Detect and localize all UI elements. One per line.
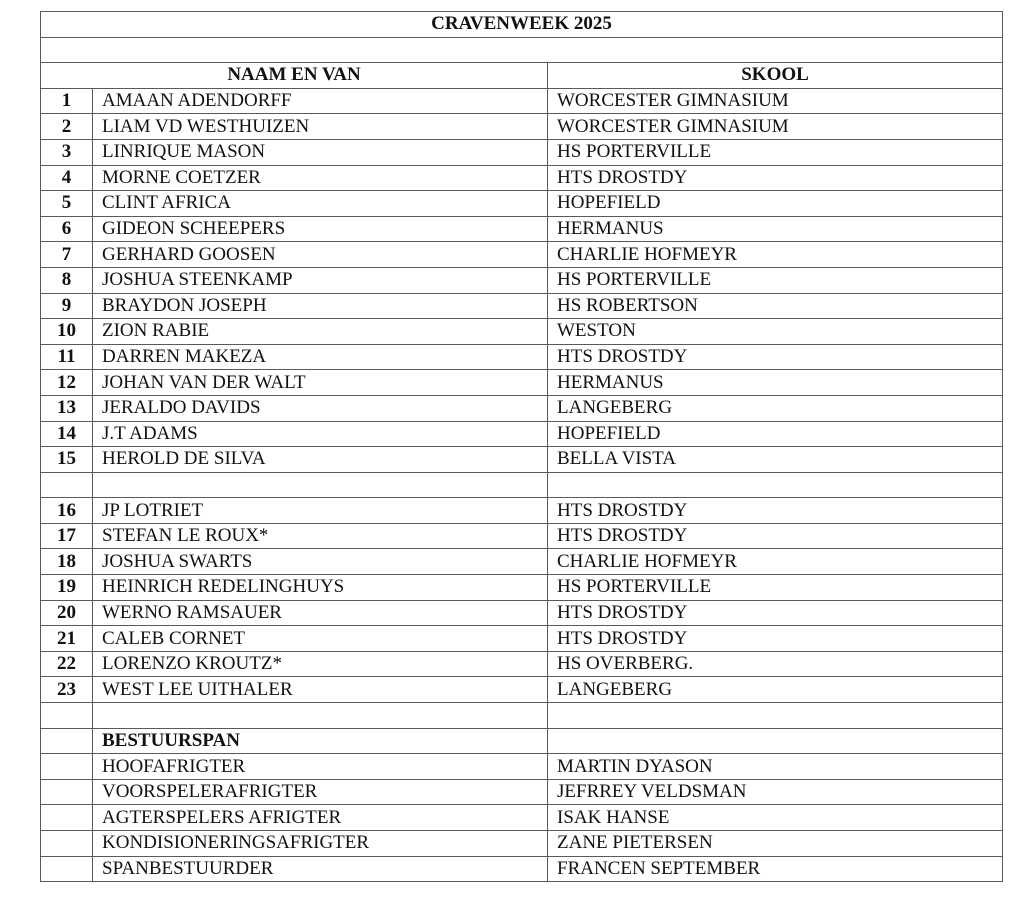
player-row: [41, 165, 1003, 191]
player-number: 20: [41, 600, 93, 626]
spacer-cell: [41, 728, 93, 754]
player-name: JOHAN VAN DER WALT: [93, 370, 548, 396]
player-school: CHARLIE HOFMEYR: [548, 549, 1003, 575]
spacer-cell: [548, 703, 1003, 729]
staff-person: JEFRREY VELDSMAN: [548, 779, 1003, 805]
player-school: HTS DROSTDY: [548, 523, 1003, 549]
player-school: HTS DROSTDY: [548, 600, 1003, 626]
player-name: GERHARD GOOSEN: [93, 242, 548, 268]
player-name: ZION RABIE: [93, 319, 548, 345]
player-name: MORNE COETZER: [93, 165, 548, 191]
roster-table: [40, 11, 1003, 882]
staff-person: ZANE PIETERSEN: [548, 831, 1003, 857]
player-school: WORCESTER GIMNASIUM: [548, 88, 1003, 114]
player-name: LORENZO KROUTZ*: [93, 651, 548, 677]
player-number: 5: [41, 191, 93, 217]
player-school: HS PORTERVILLE: [548, 139, 1003, 165]
player-row: [41, 139, 1003, 165]
staff-person: FRANCEN SEPTEMBER: [548, 856, 1003, 882]
player-number: 21: [41, 626, 93, 652]
player-row: [41, 549, 1003, 575]
spacer-cell: [41, 703, 93, 729]
roster-document: [40, 11, 1002, 882]
spacer-cell: [41, 779, 93, 805]
staff-role: VOORSPELERAFRIGTER: [93, 779, 548, 805]
player-name: STEFAN LE ROUX*: [93, 523, 548, 549]
player-number: 17: [41, 523, 93, 549]
document-title: CRAVENWEEK 2025: [41, 12, 1003, 38]
player-number: 3: [41, 139, 93, 165]
blank-cell: [41, 37, 1003, 63]
player-name: BRAYDON JOSEPH: [93, 293, 548, 319]
player-number: 16: [41, 498, 93, 524]
player-school: HERMANUS: [548, 370, 1003, 396]
staff-row: [41, 754, 1003, 780]
spacer-cell: [41, 856, 93, 882]
player-name: LINRIQUE MASON: [93, 139, 548, 165]
player-number: 9: [41, 293, 93, 319]
player-name: HEINRICH REDELINGHUYS: [93, 575, 548, 601]
player-school: HTS DROSTDY: [548, 498, 1003, 524]
player-name: WEST LEE UITHALER: [93, 677, 548, 703]
player-number: 2: [41, 114, 93, 140]
player-number: 8: [41, 267, 93, 293]
staff-row: [41, 779, 1003, 805]
school-column-header: SKOOL: [548, 63, 1003, 89]
player-number: 15: [41, 447, 93, 473]
player-row: [41, 395, 1003, 421]
player-row: [41, 344, 1003, 370]
staff-role: HOOFAFRIGTER: [93, 754, 548, 780]
player-number: 4: [41, 165, 93, 191]
player-number: 10: [41, 319, 93, 345]
player-row: [41, 498, 1003, 524]
player-school: WORCESTER GIMNASIUM: [548, 114, 1003, 140]
player-name: WERNO RAMSAUER: [93, 600, 548, 626]
player-name: JOSHUA STEENKAMP: [93, 267, 548, 293]
player-name: AMAAN ADENDORFF: [93, 88, 548, 114]
player-number: 1: [41, 88, 93, 114]
player-school: HTS DROSTDY: [548, 626, 1003, 652]
player-number: 12: [41, 370, 93, 396]
player-school: HOPEFIELD: [548, 191, 1003, 217]
player-row: [41, 523, 1003, 549]
player-name: LIAM VD WESTHUIZEN: [93, 114, 548, 140]
spacer-cell: [548, 728, 1003, 754]
player-row: [41, 421, 1003, 447]
spacer-cell: [41, 805, 93, 831]
player-row: [41, 447, 1003, 473]
player-number: 13: [41, 395, 93, 421]
player-name: JP LOTRIET: [93, 498, 548, 524]
player-school: CHARLIE HOFMEYR: [548, 242, 1003, 268]
player-number: 14: [41, 421, 93, 447]
name-column-header: NAAM EN VAN: [41, 63, 548, 89]
spacer-cell: [41, 754, 93, 780]
player-school: HERMANUS: [548, 216, 1003, 242]
player-name: CALEB CORNET: [93, 626, 548, 652]
player-school: HS PORTERVILLE: [548, 575, 1003, 601]
spacer-cell: [41, 472, 93, 498]
management-heading-row: [41, 728, 1003, 754]
player-row: [41, 626, 1003, 652]
staff-row: [41, 831, 1003, 857]
player-name: J.T ADAMS: [93, 421, 548, 447]
spacer-cell: [548, 472, 1003, 498]
player-school: HS PORTERVILLE: [548, 267, 1003, 293]
spacer-cell: [93, 703, 548, 729]
player-row: [41, 88, 1003, 114]
spacer-row: [41, 472, 1003, 498]
player-row: [41, 216, 1003, 242]
spacer-cell: [41, 831, 93, 857]
player-row: [41, 651, 1003, 677]
player-school: WESTON: [548, 319, 1003, 345]
player-school: HTS DROSTDY: [548, 344, 1003, 370]
player-row: [41, 575, 1003, 601]
title-row: [41, 12, 1003, 38]
blank-row: [41, 37, 1003, 63]
player-name: JERALDO DAVIDS: [93, 395, 548, 421]
player-row: [41, 293, 1003, 319]
staff-person: MARTIN DYASON: [548, 754, 1003, 780]
player-row: [41, 600, 1003, 626]
staff-row: [41, 805, 1003, 831]
player-row: [41, 319, 1003, 345]
staff-row: [41, 856, 1003, 882]
player-school: LANGEBERG: [548, 395, 1003, 421]
player-number: 22: [41, 651, 93, 677]
player-name: DARREN MAKEZA: [93, 344, 548, 370]
player-row: [41, 242, 1003, 268]
spacer-cell: [93, 472, 548, 498]
player-number: 23: [41, 677, 93, 703]
player-number: 7: [41, 242, 93, 268]
player-number: 6: [41, 216, 93, 242]
player-row: [41, 677, 1003, 703]
player-number: 19: [41, 575, 93, 601]
player-row: [41, 114, 1003, 140]
player-school: HS ROBERTSON: [548, 293, 1003, 319]
player-name: HEROLD DE SILVA: [93, 447, 548, 473]
player-school: HTS DROSTDY: [548, 165, 1003, 191]
player-name: GIDEON SCHEEPERS: [93, 216, 548, 242]
player-school: HS OVERBERG.: [548, 651, 1003, 677]
player-number: 11: [41, 344, 93, 370]
header-row: [41, 63, 1003, 89]
player-row: [41, 370, 1003, 396]
player-school: BELLA VISTA: [548, 447, 1003, 473]
staff-role: SPANBESTUURDER: [93, 856, 548, 882]
player-row: [41, 191, 1003, 217]
player-school: LANGEBERG: [548, 677, 1003, 703]
staff-person: ISAK HANSE: [548, 805, 1003, 831]
management-heading: BESTUURSPAN: [93, 728, 548, 754]
spacer-row: [41, 703, 1003, 729]
staff-role: AGTERSPELERS AFRIGTER: [93, 805, 548, 831]
staff-role: KONDISIONERINGSAFRIGTER: [93, 831, 548, 857]
player-number: 18: [41, 549, 93, 575]
player-name: CLINT AFRICA: [93, 191, 548, 217]
player-row: [41, 267, 1003, 293]
player-name: JOSHUA SWARTS: [93, 549, 548, 575]
player-school: HOPEFIELD: [548, 421, 1003, 447]
